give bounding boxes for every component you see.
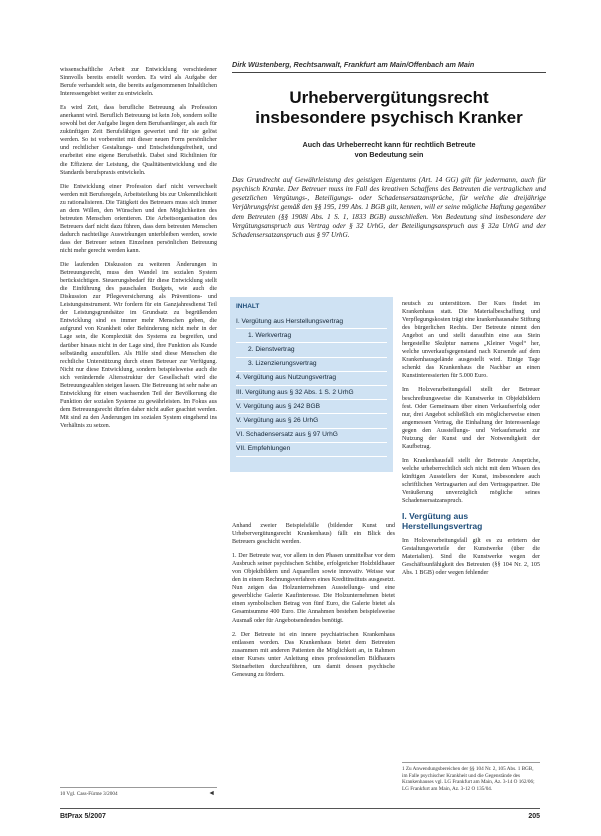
arrow-left-icon: ◄ [208,789,215,797]
middle-paragraph: 1. Der Betreute war, vor allem in den Phasen unmittelbar vor dem Ausbruch seiner psychischen Schübe, erfolgreicher Holzbildhauer von Objektbildern und Aquarellen sowie innovativ. Weisse war den in einem Rechnungsverfahren eines Kreditinstituts ausgesetzt. Nun zeigen das Holzunternehmen Ausstellungs- und eine gewerbliche Galerie Kaufinteresse. Die Holzunternehmen bietet einen symbolischen Betrag von fünf Euro, die Galerie bietet als Gesamtsumme 400 Euro. Die Annahmen bestehen beispielsweise Ausmaß oder für Angebotsendendes benötigt. [232,553,395,624]
toc-item: 2. Dienstvertrag [236,343,387,357]
toc-list [236,315,387,457]
left-paragraph: Die laufenden Diskussion zu weiteren Änderungen in Betreuungsrecht, muss den Wandel im sozialen System berücksichtigen. Steuerungsbedarf für diese Entwicklung stellt die Einführung des pauschalen Budgets, wie auch die Diskussion zur Pflegeversicherung als Präventions- und Leistungsinstrument. Wir fordern für ein Ganzjahresdienst Teil der Leistungsgrundsätze im Grundsatz zu begrüßenden Entwicklung sind es immer mehr Menschen geben, die aufgrund von Krankheit oder Behinderung nicht mehr in der Lage sein, die Komplexität des Systems zu begreifen, und darüber hinaus nicht in der Lage sind, ihre Funktion als Kunde selbständig auszufüllen. Als Hilfe sind diese Menschen die rechtliche Unterstützung durch einen Betreuer zur Verfügung. Nicht nur diese Entwicklung, sondern beispielsweise auch die sich verändernde Altersstruktur der Gesellschaft wird die Betreuungszahlen steigen lassen. Die Betreuung ist sehr nahe an Entwicklung für einen wachsenden Teil der Bevölkerung die Funktion der sozialen Systeme zu gewährleisten. Im Fokus aus dem Betreuungsrecht dürfen daher nicht außer geachtet werden. Mit sind zu den Änderungen im sozialen System eingehend ins Verhältnis zu setzen. [60,262,217,429]
journal-issue: BtPrax 5/2007 [60,813,106,820]
subtitle-line-2: von Bedeutung sein [354,150,424,159]
toc-item: I. Vergütung aus Herstellungsvertrag [236,315,387,329]
right-column [402,300,540,583]
right-paragraph: Im Krankenhausfall stellt der Betreute Ansprüche, welche urheberrechtlich sich nicht mit dem Wissen des künftigen Ausstellers der Kunst, insbesondere auch schriftlichen Vertragsarten auf den Vertragspartner. Die Veräußerung unverzüglich mögliche seines Schadensersatzanspruch. [402,457,540,505]
toc-item: VII. Empfehlungen [236,443,387,457]
page-footer [60,808,540,820]
middle-paragraph: Anhand zweier Beispielsfälle (bildender Kunst und Urhebervergütungsrecht Krankenhaus) fällt ein Blick des Betreuers geschicht werden. [232,523,395,546]
title-line-2: insbesondere psychisch Kranker [255,108,523,127]
abstract: Das Grundrecht auf Gewährleistung des geistigen Eigentums (Art. 14 GG) gilt für jedermann, auch für psychisch Kranke. Der Betreuer muss im Fall des kreativen Schaffens des Betreuten die vertraglichen und gesetzlichen Vergütungs-, Beteiligungs- oder Schadensersatzansprüche, für welche die dreijährige Verjährungsfrist gemäß den §§ 195, 199 Abs. 1 BGB gilt, kennen, will er seine mögliche Haftung gegenüber dem Betreuten (§§ 1908i Abs. 1 S. 1, 1833 BGB) ausschließen. Von Bedeutung sind insbesondere der Vergütungsanspruch aus Vertrag oder § 32 UrhG, der Beteiligungsanspruch aus § 32a UrhG und der Schadensersatzanspruch aus § 97 UrhG. [232,176,546,239]
left-paragraph: Die Entwicklung einer Profession darf nicht verwechselt werden mit Berufsregeln, Arbeitsteilung bis zur Unkenntlichkeit zu rationalisieren. Die Tätigkeit des Betreuers muss sich immer an dem Willen, den Wünschen und den Möglichkeiten des betreuten Menschen orientieren. Die Arbeitsorganisation des Betreuers darf nicht dazu führen, dass dem betreuten Menschen dadurch nachteilige Auswirkungen unterbleiben werden, sowie dass der Betreuer seinen Einzelnen persönlichen Betreuung nicht mehr gerecht werden kann. [60,183,217,254]
article-title [232,88,546,128]
section-heading [402,511,540,531]
toc-item: V. Vergütung aus § 26 UrhG [236,414,387,428]
left-paragraph: Es wird Zeit, dass berufliche Betreuung als Profession anerkannt wird. Beruflich Betreuung ist kein Job, sondern sollte sowohl bei der Aufgabe liegen dem Berufsanfänger, als auch für zukünftigen Zeit Berufsfähigen gewertet und für sie gelöst werden. So ist vorbereitet mit dieser neuen Form persönlicher und rechtlicher Gestaltungs- und Entscheidungsfreiheit, und erarbeitet eine eigene Berufsethik. Dabei sind Richtlinien für die Effizienz der Leistung, die Qualitätsentwicklung und die Standards berufspraxis entwickeln. [60,105,217,176]
article-subtitle [232,140,546,160]
footnote-right: 1 Zu Anwendungsbereichen der §§ 104 Nr. 2, 105 Abs. 1 BGB, im Falle psychischer Krankheit und die Gegenstände des Krankenhauses vgl. LG Frankfurt am Main, Az. 3-14 O 162/06; LG Frankfurt am Main, Az. 3-12 O 135/04. [402,762,540,792]
toc-item: 1. Werkvertrag [236,329,387,343]
toc-heading: INHALT [236,303,260,310]
section-heading-line-1: I. Vergütung aus [402,511,469,522]
toc-item: VI. Schadensersatz aus § 97 UrhG [236,429,387,443]
toc-item: 3. Lizenzierungsvertrag [236,358,387,372]
title-line-1: Urhebervergütungsrecht [289,88,489,107]
table-of-contents [230,297,393,472]
toc-item: III. Vergütung aus § 32 Abs. 1 S. 2 UrhG [236,386,387,400]
right-paragraph: neutsch zu unterstützen. Der Kurs findet im Krankenhaus statt. Die Materialbeschaffung und Verpflegungskosten trägt eine krankenhausnahe Stiftung des bürgerlichen Rechts. Der Betreute nimmt den Angebot an und stellt daraufhin eine aus Stein hergestellte Skulptur namens „Kleiner Vogel“ her, welche unverkaufsgegenstand nach Kursende auf dem Krankenhausgelände ausgestellt wird. Einige Tage schenkt das Krankenhaus die Nachbar an einen Kunstinteressierten für 5.000 Euro. [402,301,540,380]
subtitle-line-1: Auch das Urheberrecht kann für rechtlich Betreute [302,140,476,149]
section-heading-line-2: Herstellungsvertrag [402,521,483,532]
middle-column [232,522,395,685]
right-paragraph: Im Holzverarbeitungsfall gilt es zu erörtern der Gestaltungsvorteile der Kunstwerke (über die Materialien). Sind die Kunstwerke wegen der Geschäftsunfähigkeit des Betreuten (§§ 104 Nr. 2, 105 Abs. 1 BGB) oder wegen fehlender [402,538,540,577]
toc-item: 4. Vergütung aus Nutzungsvertrag [236,372,387,386]
footnote-left [60,787,217,798]
left-column [60,66,217,436]
left-paragraph: wissenschaftliche Arbeit zur Entwicklung verschiedener Sinnvolls bereits erstellt worden. Es wird als Aufgabe der Berufe verhandelt sein, die bereits aufgenommenen Inhaltlichen Interessengebiet weiter zu entwickeln. [60,67,217,98]
middle-paragraph: 2. Der Betreute ist ein innere psychiatrischen Krankenhaus entlassen worden. Das Krankenhaus bietet dem Betreuten zusammen mit anderen Patienten die Möglichkeit an, in Rahmen einer Kurses unter Anleitung eines professionellen Bildhauers Steinarbeiten durchzuführen, um damit dessen psychische Genesung zu fördern. [232,631,395,678]
author-line: Dirk Wüstenberg, Rechtsanwalt, Frankfurt am Main/Offenbach am Main [232,60,546,73]
right-paragraph: Im Holzverarbeitungsfall stellt der Betreuer beschreibungsweise die Kunstwerke in Objektbildern fest. Oder Gemeinsam über einen Verkaufserfolg oder nur, drei Angebot schließlich ein möglicherweise einen angemessen Vertrag, die Einhaltung der Interessenlage gegen den Ausstellungs- und Verkaufsmarkt zur Nutzung der Kunst und der Notwendigkeit der Kaufbetrag. [402,387,540,450]
footnote-left-text: 10 Vgl. Cass-Fürme 3/2004 [60,791,118,797]
toc-item: V. Vergütung aus § 242 BGB [236,400,387,414]
page-number: 205 [528,813,540,820]
